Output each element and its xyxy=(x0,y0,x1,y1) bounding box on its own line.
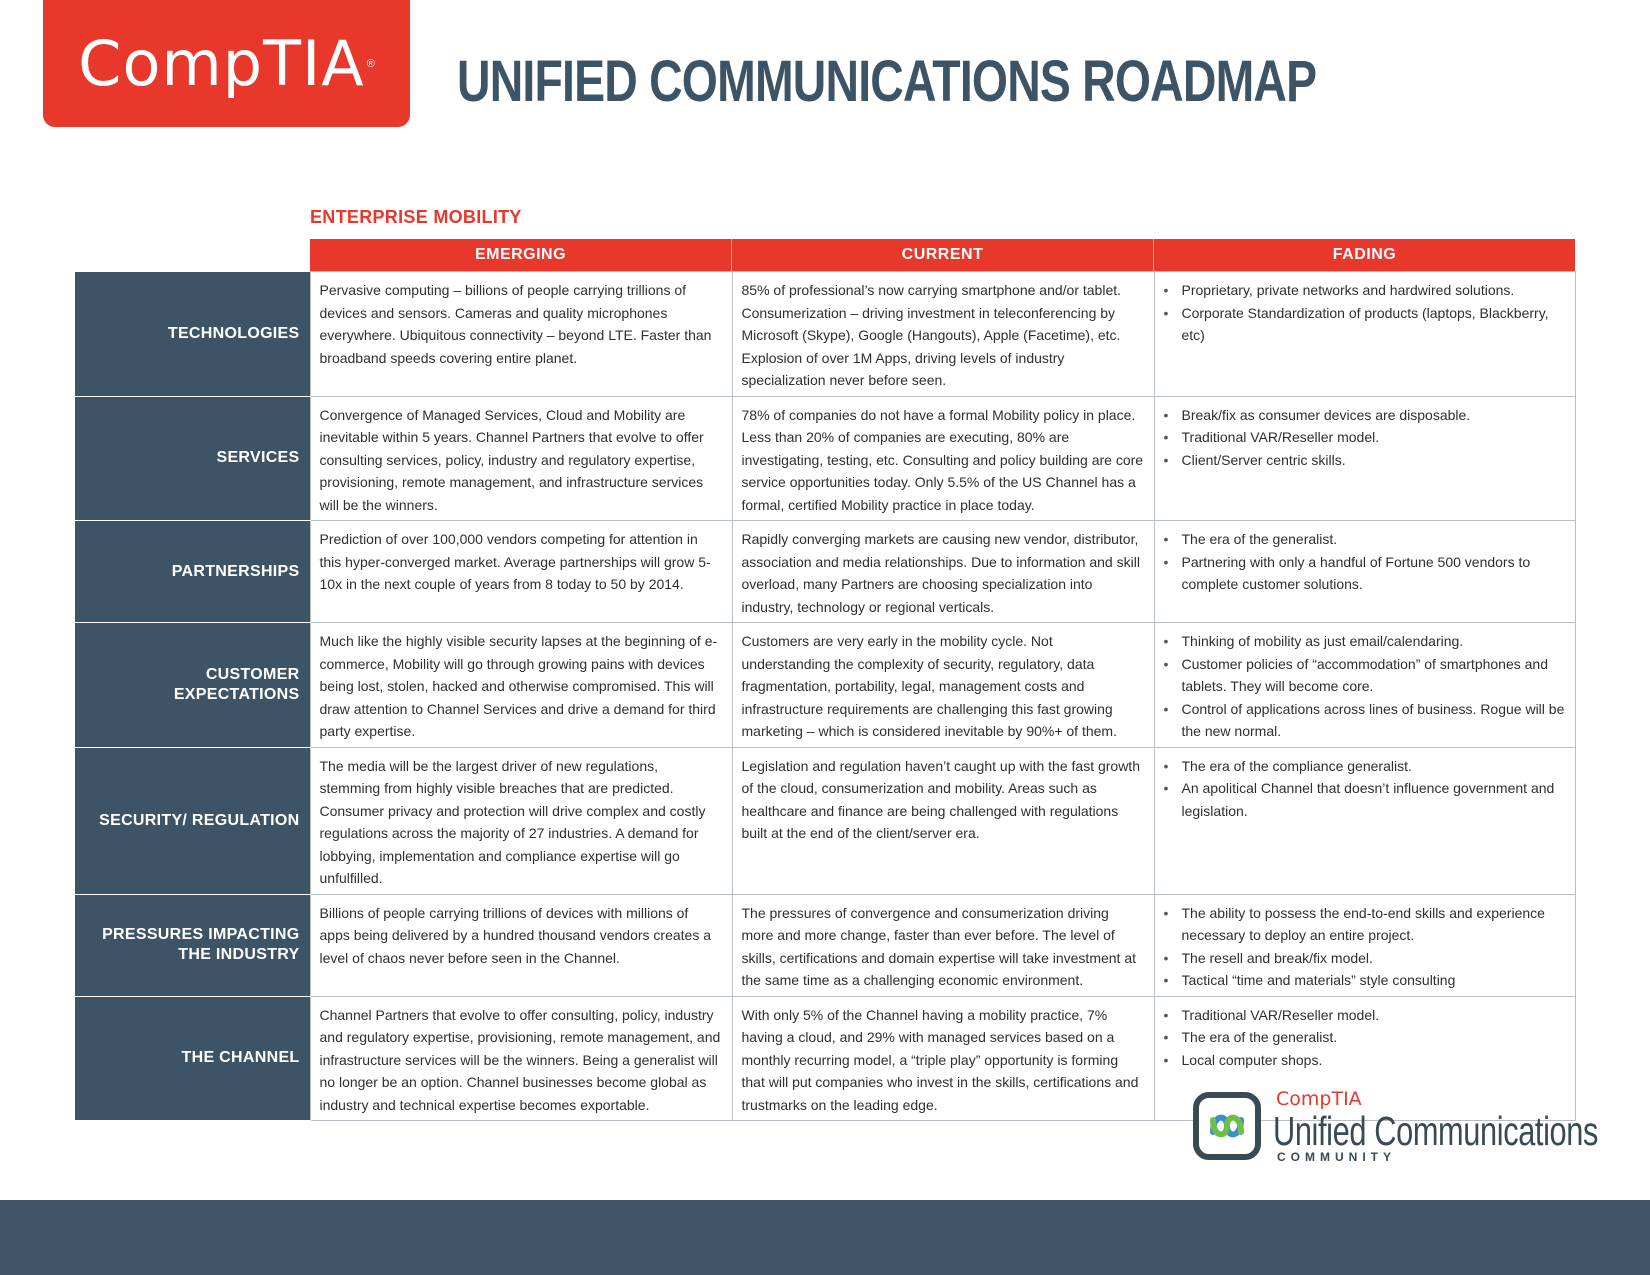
cell-fading xyxy=(1154,747,1575,894)
emerging-text: Pervasive computing – billions of people carrying trillions of devices and sensors. Cameras and quality microphones everywhere. Ubiquitous connectivity – beyond LTE. Faster than broadband speeds covering entire planet. xyxy=(319,282,712,366)
cell-current xyxy=(732,396,1154,521)
current-text: The pressures of convergence and consumerization driving more and more change, faster than ever before. The level of skills, certifications and domain expertise will take investment at the same time as a challenging economic environment. xyxy=(741,904,1137,988)
emerging-text: Prediction of over 100,000 vendors competing for attention in this hyper-converged market. Average partnerships will grow 5-10x in the next couple of years from 8 today to 50 by 2014. xyxy=(319,531,711,592)
fading-list xyxy=(1164,902,1566,992)
row-label: SERVICES xyxy=(75,396,310,521)
cell-emerging xyxy=(310,521,732,623)
column-header-fading: FADING xyxy=(1332,246,1397,263)
column-header-emerging: EMERGING xyxy=(310,239,732,271)
cell-fading xyxy=(1154,396,1575,521)
current-text: 78% of companies do not have a formal Mobility policy in place. Less than 20% of companies are executing, 80% are investigating, testing, etc. Consulting and policy building are core service opportunities today. Only 5.5% of the US Channel has a formal, certified Mobility practice in place today. xyxy=(741,406,1144,513)
fading-item: • Break/fix as consumer devices are disposable. xyxy=(1164,404,1566,427)
cell-current xyxy=(732,521,1154,623)
fading-item: • Local computer shops. xyxy=(1164,1049,1566,1072)
current-text: Customers are very early in the mobility cycle. Not understanding the complexity of security, regulatory, data fragmentation, portability, legal, management costs and infrastructure requirements are challenging this fast growing marketing – which is considered inevitable by 90%+ of them. xyxy=(741,633,1117,739)
fading-item: • The ability to possess the end-to-end skills and experience necessary to deploy an entire project. xyxy=(1164,902,1566,947)
cell-fading xyxy=(1154,272,1575,397)
cell-current xyxy=(732,272,1154,397)
fading-item: • The era of the generalist. xyxy=(1164,1026,1566,1049)
emerging-text: The media will be the largest driver of new regulations, stemming from highly visible breaches that are predicted. Consumer privacy and protection will drive complex and costly regulations across the majority of 27 industries. A demand for lobbying, implementation and compliance expertise will go unfulfilled. xyxy=(319,757,706,886)
row-label: TECHNOLOGIES xyxy=(75,272,310,397)
fading-item: • Partnering with only a handful of Fortune 500 vendors to complete customer solutions. xyxy=(1164,551,1566,596)
fading-item: • Traditional VAR/Reseller model. xyxy=(1164,1004,1566,1027)
fading-item: • An apolitical Channel that doesn’t influence government and legislation. xyxy=(1164,777,1566,822)
community-name: Unified Communications xyxy=(1273,1108,1599,1154)
fading-item: • The resell and break/fix model. xyxy=(1164,947,1566,970)
fading-item: • Corporate Standardization of products (laptops, Blackberry, etc) xyxy=(1164,302,1566,347)
fading-item: • Client/Server centric skills. xyxy=(1164,449,1566,472)
current-text: Legislation and regulation haven’t caught up with the fast growth of the cloud, consumerization and mobility. Areas such as healthcare and finance are being challenged with regulations built at the end of the client/server era. xyxy=(741,757,1140,841)
fading-item: • Proprietary, private networks and hardwired solutions. xyxy=(1164,279,1566,302)
page-title: UNIFIED COMMUNICATIONS ROADMAP xyxy=(457,49,1317,114)
cell-emerging xyxy=(310,996,732,1121)
emerging-text: Channel Partners that evolve to offer consulting, policy, industry and regulatory expertise, provisioning, remote management, and infrastructure services will be the winners. Being a generalist will no longer be an option. Channel businesses become global as industry and technical expertise becomes exportable. xyxy=(319,1006,721,1113)
fading-list xyxy=(1164,279,1566,347)
table-row xyxy=(75,894,1575,996)
emerging-text: Billions of people carrying trillions of devices with millions of apps being delivered by a hundred thousand vendors creates a level of chaos never before seen in the Channel. xyxy=(319,904,711,966)
row-label: CUSTOMER EXPECTATIONS xyxy=(75,623,310,748)
current-text: Rapidly converging markets are causing new vendor, distributor, association and media relationships. Due to information and skill overload, many Partners are choosing specialization into industry, technology or regional verticals. xyxy=(741,531,1140,615)
fading-item: • The era of the compliance generalist. xyxy=(1164,755,1566,778)
table-row xyxy=(75,272,1575,397)
cell-fading xyxy=(1154,521,1575,623)
fading-list xyxy=(1164,404,1566,472)
registered-mark: ® xyxy=(366,57,375,70)
cell-current xyxy=(732,996,1154,1121)
cell-emerging xyxy=(310,623,732,748)
cell-current xyxy=(732,623,1154,748)
fading-list xyxy=(1164,528,1566,596)
row-label: THE CHANNEL xyxy=(75,996,310,1121)
current-text: With only 5% of the Channel having a mobility practice, 7% having a cloud, and 29% with managed services based on a monthly recurring model, a “triple play” opportunity is forming that will put companies who invest in the skills, certifications and trustmarks on the leading edge. xyxy=(741,1006,1139,1113)
emerging-text: Much like the highly visible security lapses at the beginning of e-commerce, Mobility will go through growing pains with devices being lost, stolen, hacked and otherwise compromised. This will draw attention to Channel Services and drive a demand for third party expertise. xyxy=(319,633,718,739)
cell-current xyxy=(732,894,1154,996)
community-brand: CompTIA xyxy=(1276,1088,1362,1110)
section-label: ENTERPRISE MOBILITY xyxy=(310,207,522,227)
logo-text: CompTIA xyxy=(78,27,365,100)
table-row xyxy=(75,521,1575,623)
comptia-logo xyxy=(43,0,410,127)
fading-item: • Tactical “time and materials” style consulting xyxy=(1164,969,1566,992)
table-row xyxy=(75,747,1575,894)
fading-item: • Traditional VAR/Reseller model. xyxy=(1164,426,1566,449)
cell-emerging xyxy=(310,894,732,996)
cell-fading xyxy=(1154,623,1575,748)
table-row xyxy=(75,396,1575,521)
emerging-text: Convergence of Managed Services, Cloud and Mobility are inevitable within 5 years. Channel Partners that evolve to offer consulting services, policy, industry and regulatory expertise, provisioning, remote management, and infrastructure services will be the winners. xyxy=(319,406,704,513)
roadmap-table xyxy=(75,271,1576,1121)
current-text: 85% of professional’s now carrying smartphone and/or tablet. Consumerization – driving investment in teleconferencing by Microsoft (Skype), Google (Hangouts), Apple (Facetime), etc. Explosion of over 1M Apps, driving levels of industry specialization never before seen. xyxy=(741,282,1122,388)
cell-current xyxy=(732,747,1154,894)
fading-item: • Control of applications across lines of business. Rogue will be the new normal. xyxy=(1164,698,1566,743)
row-label: PRESSURES IMPACTING THE INDUSTRY xyxy=(75,894,310,996)
footer-bar xyxy=(0,1200,1650,1275)
cell-emerging xyxy=(310,396,732,521)
cell-fading xyxy=(1154,894,1575,996)
table-row xyxy=(75,623,1575,748)
fading-item: • Customer policies of “accommodation” of smartphones and tablets. They will become core. xyxy=(1164,653,1566,698)
row-label: SECURITY/ REGULATION xyxy=(75,747,310,894)
fading-item: • Thinking of mobility as just email/calendaring. xyxy=(1164,630,1566,653)
fading-list xyxy=(1164,630,1566,743)
cell-emerging xyxy=(310,272,732,397)
fading-list xyxy=(1164,1004,1566,1072)
column-header-bar xyxy=(310,239,1575,271)
fading-list xyxy=(1164,755,1566,823)
fading-item: • The era of the generalist. xyxy=(1164,528,1566,551)
community-subtitle: COMMUNITY xyxy=(1277,1150,1396,1164)
column-header-current: CURRENT xyxy=(732,239,1154,271)
row-label: PARTNERSHIPS xyxy=(75,521,310,623)
cell-emerging xyxy=(310,747,732,894)
community-logo-icon xyxy=(1193,1092,1261,1160)
